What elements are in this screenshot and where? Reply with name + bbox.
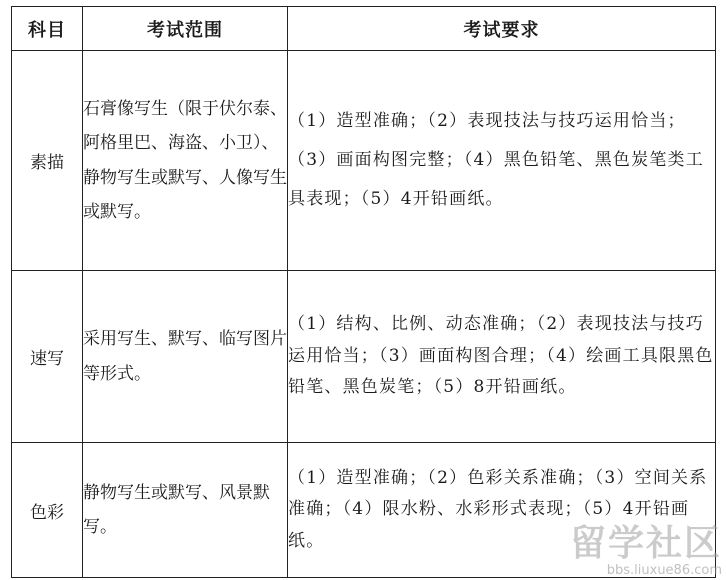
- scope-cell: 静物写生或默写、风景默写。: [83, 443, 288, 578]
- header-scope: 考试范围: [83, 7, 288, 51]
- exam-requirements-table: [11, 6, 716, 578]
- subject-cell: 速写: [12, 271, 83, 443]
- table-row: [12, 271, 716, 443]
- requirements-cell: （1）造型准确；（2）表现技法与技巧运用恰当；（3）画面构图完整；（4）黑色铅笔、黑色炭笔类工具表现；（5）4开铅画纸。: [288, 51, 716, 271]
- requirements-cell: （1）结构、比例、动态准确；（2）表现技法与技巧运用恰当；（3）画面构图合理；（4）绘画工具限黑色铅笔、黑色炭笔；（5）8开铅画纸。: [288, 271, 716, 443]
- watermark-url: bbs.liuxue86.com: [606, 563, 722, 578]
- subject-cell: 素描: [12, 51, 83, 271]
- requirements-cell: （1）造型准确；（2）色彩关系准确；（3）空间关系准确；（4）限水粉、水彩形式表现；（5）4开铅画纸。: [288, 443, 716, 578]
- table-row: [12, 51, 716, 271]
- scope-cell: 采用写生、默写、临写图片等形式。: [83, 271, 288, 443]
- subject-cell: 色彩: [12, 443, 83, 578]
- scope-cell: 石膏像写生（限于伏尔泰、阿格里巴、海盗、小卫）、静物写生或默写、人像写生或默写。: [83, 51, 288, 271]
- table-header-row: [12, 7, 716, 51]
- header-subject: 科目: [12, 7, 83, 51]
- watermark-logo-text: 留学社区: [569, 523, 722, 564]
- table-row: [12, 443, 716, 578]
- header-requirements: 考试要求: [288, 7, 716, 51]
